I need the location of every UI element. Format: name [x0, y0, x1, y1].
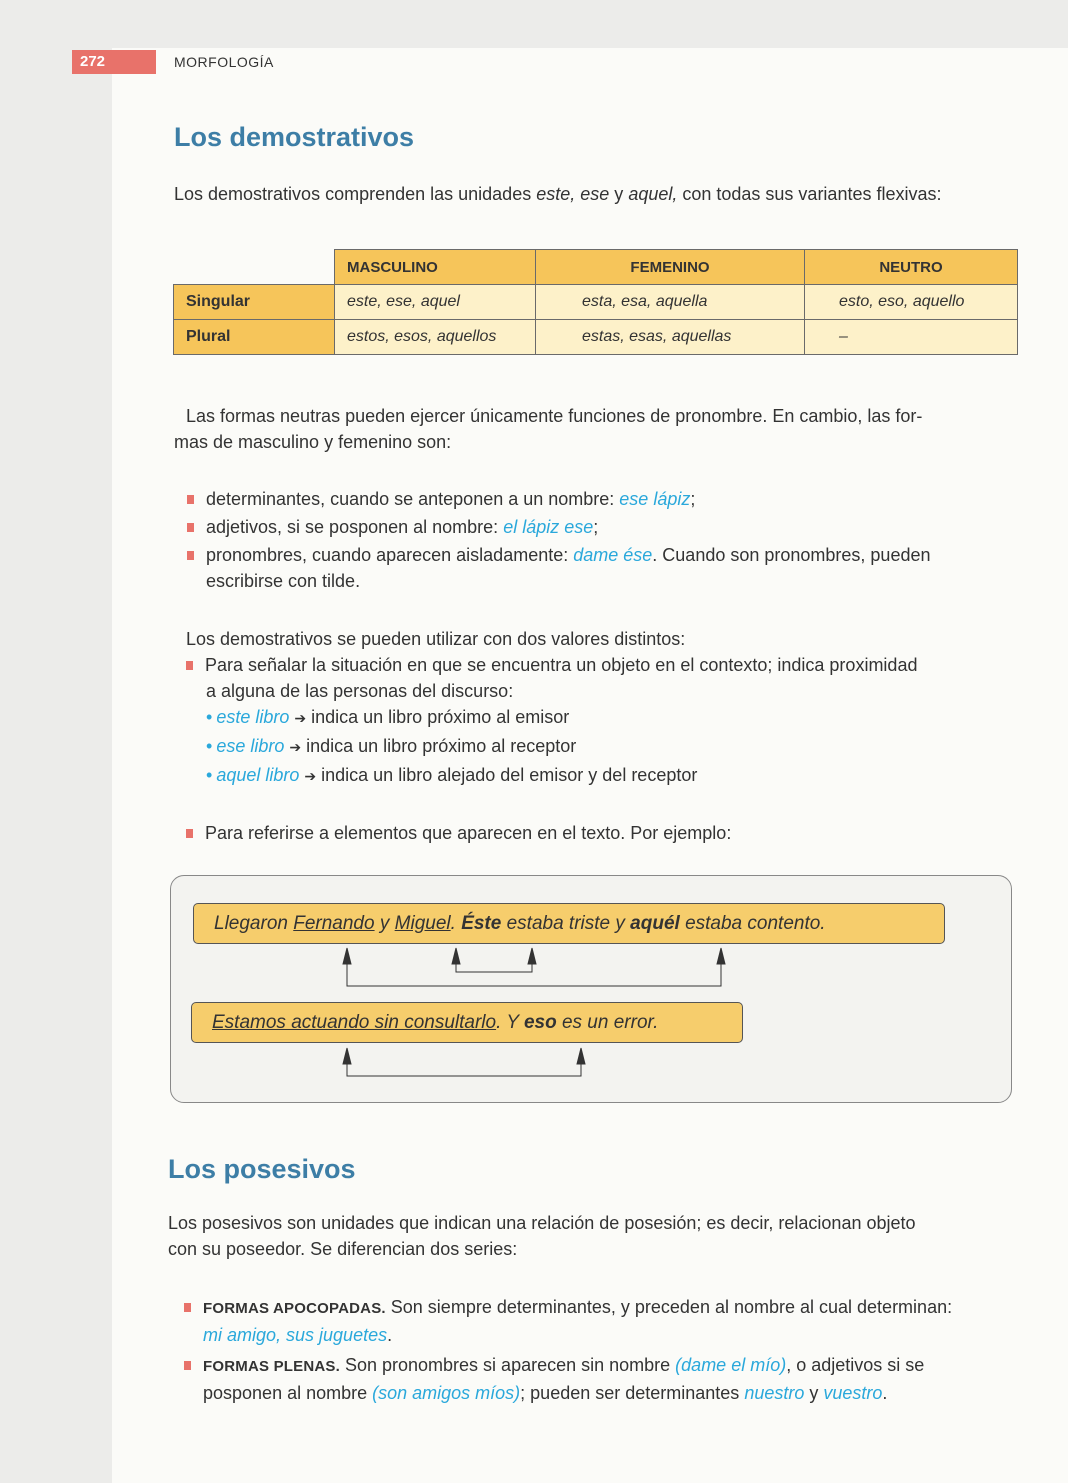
list-item: FORMAS APOCOPADAS. Son siempre determinantes, y preceden al nombre al cual determinan: [184, 1294, 952, 1322]
link-sentence-eso [347, 1052, 581, 1076]
table-cell: esta, esa, aquella [536, 285, 805, 320]
arrow-head-icon [452, 948, 460, 964]
header-masculino: MASCULINO [335, 250, 536, 285]
arrow-head-icon [577, 1048, 585, 1064]
bullet-icon [187, 495, 194, 504]
row-label: Singular [174, 285, 335, 320]
list-item: pronombres, cuando aparecen aisladamente: dame ése. Cuando son pronombres, pueden [187, 542, 931, 568]
table-cell: este, ese, aquel [335, 285, 536, 320]
list-item: Para señalar la situación en que se encuentra un objeto en el contexto; indica proximidad [186, 652, 917, 678]
arrow-head-icon [528, 948, 536, 964]
bullet-icon [186, 829, 193, 838]
example-item: • aquel libro ➔ indica un libro alejado del emisor y del receptor [206, 765, 698, 785]
values-section: Los demostrativos se pueden utilizar con dos valores distintos: Para señalar la situación en que se encuentra un objeto en el contexto; indica proximidad a alguna de las personas del discurso: • este libro ➔ indica un libro próximo al emisor • ese libro ➔ indica un libro próximo al receptor • aquel libro ➔ indica un libro alejado del emisor y del receptor [186, 626, 917, 789]
list-item: FORMAS PLENAS. Son pronombres si aparecen sin nombre (dame el mío), o adjetivos si se [184, 1352, 952, 1380]
example-sentence-1: Llegaron Fernando y Miguel. Éste estaba triste y aquél estaba contento. [193, 903, 945, 944]
posesivos-title: Los posesivos [168, 1154, 356, 1184]
arrow-head-icon [343, 948, 351, 964]
para-neutral-forms: Las formas neutras pueden ejercer únicamente funciones de pronombre. En cambio, las for- mas de masculino y femenino son: [174, 406, 923, 452]
link-miguel-este [456, 952, 532, 972]
table-cell: – [805, 320, 1018, 355]
bullet-icon [187, 551, 194, 560]
list-item: determinantes, cuando se anteponen a un nombre: ese lápiz; [187, 486, 931, 512]
list-item-continuation: escribirse con tilde. [206, 571, 361, 591]
demostrativos-intro: Los demostrativos comprenden las unidades este, ese y aquel, con todas sus variantes flexivas: [174, 184, 942, 204]
arrow-head-icon [343, 1048, 351, 1064]
bullet-icon [184, 1303, 191, 1312]
example-sentence-2: Estamos actuando sin consultarlo. Y eso es un error. [191, 1002, 743, 1043]
table-row [174, 285, 1018, 320]
example-item: • este libro ➔ indica un libro próximo al emisor [206, 707, 570, 727]
table-row [174, 320, 1018, 355]
row-label: Plural [174, 320, 335, 355]
example-item: • ese libro ➔ indica un libro próximo al receptor [206, 736, 577, 756]
header-femenino: FEMENINO [536, 250, 805, 285]
demonstratives-table [173, 249, 1018, 355]
function-list [187, 486, 931, 594]
posesivos-intro: Los posesivos son unidades que indican una relación de posesión; es decir, relacionan objeto con su poseedor. Se diferencian dos series: [168, 1213, 916, 1259]
arrow-head-icon [717, 948, 725, 964]
table-cell: estos, esos, aquellos [335, 320, 536, 355]
example-panel [170, 875, 1012, 1103]
demostrativos-title: Los demostrativos [174, 122, 415, 152]
table-cell: estas, esas, aquellas [536, 320, 805, 355]
bullet-icon [186, 661, 193, 670]
list-item: adjetivos, si se posponen al nombre: el lápiz ese; [187, 514, 931, 540]
bullet-icon [184, 1361, 191, 1370]
page-number: 272 [72, 50, 156, 74]
reference-arrows [171, 876, 1013, 1104]
header-neutro: NEUTRO [805, 250, 1018, 285]
posesivos-series: FORMAS APOCOPADAS. Son siempre determinantes, y preceden al nombre al cual determinan: mi amigo, sus juguetes. FORMAS PLENAS. Son pronombres si aparecen sin nombre (dame el mío), o adjetivos si se posponen al nombre (son amigos míos); pueden ser determinantes nuestro y vuestro. [184, 1294, 952, 1406]
table-corner [174, 250, 335, 285]
section-label: MORFOLOGÍA [174, 54, 274, 70]
table-cell: esto, eso, aquello [805, 285, 1018, 320]
value2-item: Para referirse a elementos que aparecen en el texto. Por ejemplo: [186, 820, 731, 846]
bullet-icon [187, 523, 194, 532]
